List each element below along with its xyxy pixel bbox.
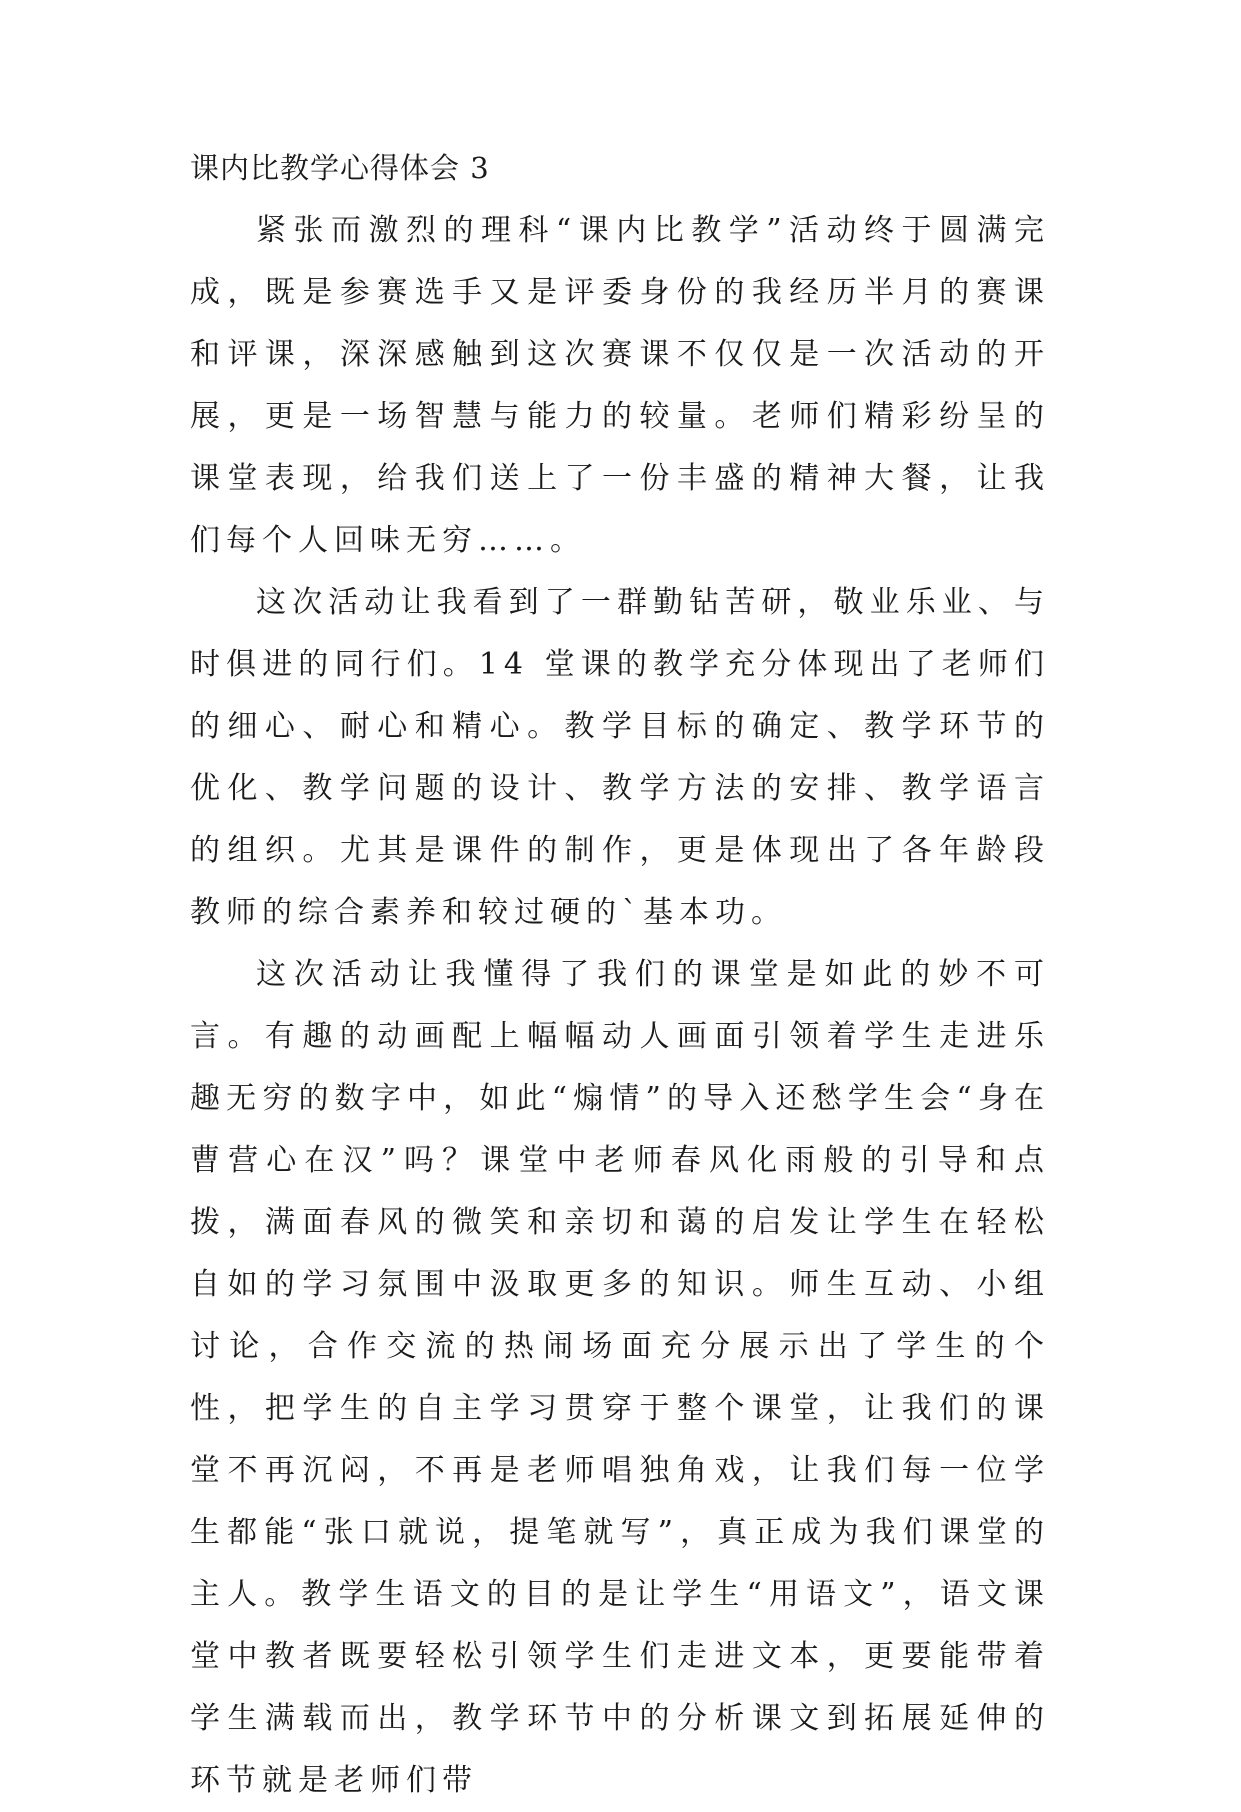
paragraph-1: 紧张而激烈的理科“课内比教学”活动终于圆满完成，既是参赛选手又是评委身份的我经历半月的赛课和评课，深深感触到这次赛课不仅仅是一次活动的开展，更是一场智慧与能力的较量。老师们精彩纷呈的课堂表现，给我们送上了一份丰盛的精神大餐，让我们每个人回味无穷……。 [190, 213, 1050, 558]
paragraph-2: 这次活动让我看到了一群勤钻苦研，敬业乐业、与时俱进的同行们。14 堂课的教学充分体现出了老师们的细心、耐心和精心。教学目标的确定、教学环节的优化、教学问题的设计、教学方法的安排、教学语言的组织。尤其是课件的制作，更是体现出了各年龄段教师的综合素养和较过硬的`基本功。 [190, 585, 1050, 930]
paragraph-3: 这次活动让我懂得了我们的课堂是如此的妙不可言。有趣的动画配上幅幅动人画面引领着学生走进乐趣无穷的数字中，如此“煽情”的导入还愁学生会“身在曹营心在汉”吗？课堂中老师春风化雨般的引导和点拨，满面春风的微笑和亲切和蔼的启发让学生在轻松自如的学习氛围中汲取更多的知识。师生互动、小组讨论，合作交流的热闹场面充分展示出了学生的个性，把学生的自主学习贯穿于整个课堂，让我们的课堂不再沉闷，不再是老师唱独角戏，让我们每一位学生都能“张口就说，提笔就写”，真正成为我们课堂的主人。教学生语文的目的是让学生“用语文”，语文课堂中教者既要轻松引领学生们走进文本，更要能带着学生满载而出，教学环节中的分析课文到拓展延伸的环节就是老师们带 [190, 957, 1050, 1798]
document-body [190, 148, 1050, 1812]
document-title: 课内比教学心得体会 3 [190, 151, 490, 185]
